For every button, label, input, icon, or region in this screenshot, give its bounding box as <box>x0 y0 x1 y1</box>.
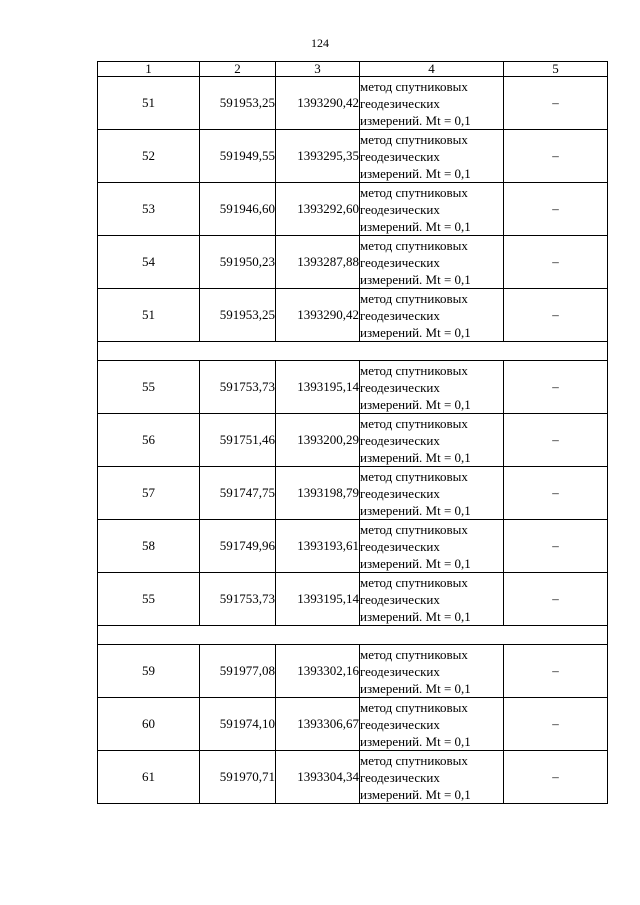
method-line: геодезических <box>360 538 440 554</box>
method-line: измерений. Mt = 0,1 <box>360 608 471 624</box>
table-row <box>98 130 608 183</box>
point-number-cell: 61 <box>98 751 200 804</box>
page-number: 124 <box>311 36 329 50</box>
x-coordinate-cell: 591753,73 <box>200 361 276 414</box>
x-coordinate-cell: 591747,75 <box>200 467 276 520</box>
method-cell <box>360 751 504 804</box>
method-line: геодезических <box>360 591 440 607</box>
point-number-cell: 51 <box>98 77 200 130</box>
point-number-cell: 51 <box>98 289 200 342</box>
x-coordinate-cell: 591753,73 <box>200 573 276 626</box>
y-coordinate-cell: 1393287,88 <box>276 236 360 289</box>
note-cell: – <box>504 183 608 236</box>
method-line: геодезических <box>360 307 440 323</box>
point-number-cell: 52 <box>98 130 200 183</box>
header-cell: 3 <box>276 62 360 77</box>
note-cell: – <box>504 130 608 183</box>
table-row <box>98 751 608 804</box>
method-line: метод спутниковых <box>360 131 468 147</box>
x-coordinate-cell: 591974,10 <box>200 698 276 751</box>
x-coordinate-cell: 591970,71 <box>200 751 276 804</box>
method-line: метод спутниковых <box>360 699 468 715</box>
y-coordinate-cell: 1393290,42 <box>276 77 360 130</box>
x-coordinate-cell: 591949,55 <box>200 130 276 183</box>
x-coordinate-cell: 591751,46 <box>200 414 276 467</box>
table-row <box>98 236 608 289</box>
method-cell <box>360 183 504 236</box>
method-cell <box>360 236 504 289</box>
note-cell: – <box>504 467 608 520</box>
x-coordinate-cell: 591950,23 <box>200 236 276 289</box>
method-line: метод спутниковых <box>360 574 468 590</box>
table-body <box>98 62 608 804</box>
method-line: измерений. Mt = 0,1 <box>360 271 471 287</box>
x-coordinate-cell: 591953,25 <box>200 77 276 130</box>
method-line: измерений. Mt = 0,1 <box>360 112 471 128</box>
y-coordinate-cell: 1393304,34 <box>276 751 360 804</box>
method-line: геодезических <box>360 148 440 164</box>
method-line: метод спутниковых <box>360 78 468 94</box>
x-coordinate-cell: 591749,96 <box>200 520 276 573</box>
table-row <box>98 645 608 698</box>
table-row <box>98 77 608 130</box>
method-cell <box>360 520 504 573</box>
method-line: геодезических <box>360 485 440 501</box>
header-cell: 1 <box>98 62 200 77</box>
method-line: геодезических <box>360 716 440 732</box>
header-row <box>98 62 608 77</box>
point-number-cell: 56 <box>98 414 200 467</box>
note-cell: – <box>504 698 608 751</box>
y-coordinate-cell: 1393195,14 <box>276 361 360 414</box>
method-line: метод спутниковых <box>360 362 468 378</box>
method-line: метод спутниковых <box>360 752 468 768</box>
method-line: метод спутниковых <box>360 290 468 306</box>
group-separator-row <box>98 342 608 361</box>
method-line: геодезических <box>360 95 440 111</box>
point-number-cell: 59 <box>98 645 200 698</box>
method-line: метод спутниковых <box>360 468 468 484</box>
method-line: геодезических <box>360 254 440 270</box>
point-number-cell: 55 <box>98 361 200 414</box>
point-number-cell: 55 <box>98 573 200 626</box>
point-number-cell: 60 <box>98 698 200 751</box>
y-coordinate-cell: 1393306,67 <box>276 698 360 751</box>
group-separator-cell <box>98 342 608 361</box>
point-number-cell: 54 <box>98 236 200 289</box>
y-coordinate-cell: 1393193,61 <box>276 520 360 573</box>
table-row <box>98 361 608 414</box>
method-line: метод спутниковых <box>360 521 468 537</box>
header-cell: 5 <box>504 62 608 77</box>
y-coordinate-cell: 1393198,79 <box>276 467 360 520</box>
method-cell <box>360 467 504 520</box>
y-coordinate-cell: 1393292,60 <box>276 183 360 236</box>
y-coordinate-cell: 1393295,35 <box>276 130 360 183</box>
method-line: метод спутниковых <box>360 415 468 431</box>
note-cell: – <box>504 573 608 626</box>
point-number-cell: 57 <box>98 467 200 520</box>
point-number-cell: 53 <box>98 183 200 236</box>
method-cell <box>360 77 504 130</box>
y-coordinate-cell: 1393290,42 <box>276 289 360 342</box>
y-coordinate-cell: 1393195,14 <box>276 573 360 626</box>
header-cell: 4 <box>360 62 504 77</box>
note-cell: – <box>504 645 608 698</box>
table-row <box>98 467 608 520</box>
method-line: измерений. Mt = 0,1 <box>360 502 471 518</box>
method-line: геодезических <box>360 379 440 395</box>
note-cell: – <box>504 361 608 414</box>
method-cell <box>360 645 504 698</box>
note-cell: – <box>504 289 608 342</box>
method-line: измерений. Mt = 0,1 <box>360 733 471 749</box>
header-cell: 2 <box>200 62 276 77</box>
x-coordinate-cell: 591946,60 <box>200 183 276 236</box>
method-cell <box>360 573 504 626</box>
point-number-cell: 58 <box>98 520 200 573</box>
method-line: измерений. Mt = 0,1 <box>360 555 471 571</box>
method-cell <box>360 698 504 751</box>
method-line: метод спутниковых <box>360 237 468 253</box>
method-cell <box>360 361 504 414</box>
method-cell <box>360 289 504 342</box>
method-cell <box>360 130 504 183</box>
method-line: измерений. Mt = 0,1 <box>360 449 471 465</box>
method-line: метод спутниковых <box>360 646 468 662</box>
note-cell: – <box>504 236 608 289</box>
method-line: измерений. Mt = 0,1 <box>360 786 471 802</box>
method-line: геодезических <box>360 663 440 679</box>
table-row <box>98 520 608 573</box>
note-cell: – <box>504 520 608 573</box>
method-line: геодезических <box>360 432 440 448</box>
method-line: измерений. Mt = 0,1 <box>360 396 471 412</box>
method-line: геодезических <box>360 769 440 785</box>
table-row <box>98 289 608 342</box>
coordinates-table <box>97 61 608 804</box>
note-cell: – <box>504 414 608 467</box>
note-cell: – <box>504 751 608 804</box>
note-cell: – <box>504 77 608 130</box>
x-coordinate-cell: 591977,08 <box>200 645 276 698</box>
y-coordinate-cell: 1393302,16 <box>276 645 360 698</box>
method-line: измерений. Mt = 0,1 <box>360 324 471 340</box>
method-line: измерений. Mt = 0,1 <box>360 680 471 696</box>
method-line: измерений. Mt = 0,1 <box>360 218 471 234</box>
group-separator-cell <box>98 626 608 645</box>
table-row <box>98 183 608 236</box>
y-coordinate-cell: 1393200,29 <box>276 414 360 467</box>
method-line: измерений. Mt = 0,1 <box>360 165 471 181</box>
method-cell <box>360 414 504 467</box>
method-line: метод спутниковых <box>360 184 468 200</box>
table-row <box>98 698 608 751</box>
table-row <box>98 573 608 626</box>
method-line: геодезических <box>360 201 440 217</box>
table-row <box>98 414 608 467</box>
x-coordinate-cell: 591953,25 <box>200 289 276 342</box>
group-separator-row <box>98 626 608 645</box>
